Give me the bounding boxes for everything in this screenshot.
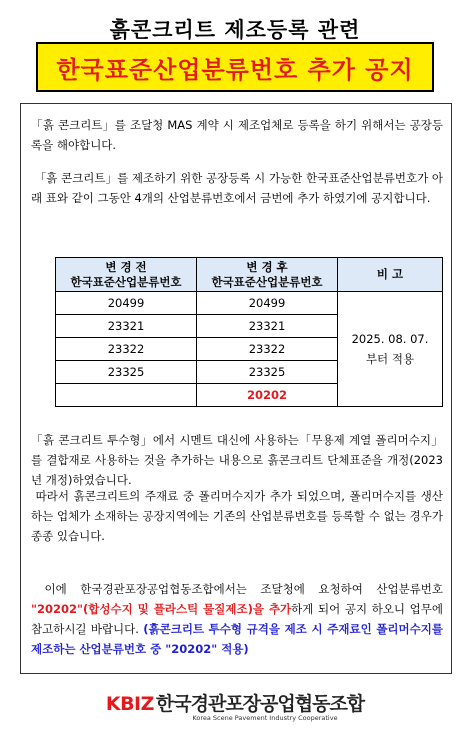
paragraph-code-addition-text: 「흙 콘크리트」를 제조하기 위한 공장등록 시 가능한 한국표준산업분류번호가 아래 표와 같이 그동안 4개의 산업분류번호에서 금번에 추가 하였기에 공지합니다. xyxy=(31,171,444,205)
cell-before: 23321 xyxy=(56,315,197,338)
header-before-sub: 한국표준산업분류번호 xyxy=(70,274,182,289)
notice-body xyxy=(20,103,452,674)
header-before xyxy=(56,258,197,292)
association-name-english: Korea Scene Pavement Industry Cooperative xyxy=(192,714,338,722)
footer xyxy=(0,689,470,722)
footer-logo-line xyxy=(106,689,364,716)
announcement-text-b: 하게 되어 공지 하오니 업무에 참고하시길 바랍니다. xyxy=(31,602,443,636)
cell-after: 23322 xyxy=(197,338,338,361)
announcement-text-a: 이에 한국경관포장공업협동조합에서는 조달청에 요청하여 산업분류번호 xyxy=(44,582,444,596)
paragraph-announcement xyxy=(31,579,443,659)
cell-note xyxy=(338,292,443,407)
industry-code-table xyxy=(55,257,443,407)
paragraph-registration: 「흙 콘크리트」를 조달청 MAS 계약 시 제조업체로 등록을 하기 위해서는 공장등록을 해야합니다. xyxy=(31,118,443,152)
page-top-title: 흙콘크리트 제조등록 관련 xyxy=(109,18,361,42)
table-row xyxy=(56,292,443,315)
header-after-sub: 한국표준산업분류번호 xyxy=(211,274,323,289)
cell-before: 23325 xyxy=(56,361,197,384)
note-apply: 부터 적용 xyxy=(365,352,415,366)
header-before-label: 변 경 전 xyxy=(105,259,147,274)
paragraph-polymer-issue-text: 따라서 흙콘크리트의 주재료 중 폴리머수지가 추가 되었으며, 폴리머수지를 생산하는 업체가 소재하는 공장지역에는 기존의 산업분류번호를 등록할 수 없는 경우가 종종 있습니다. xyxy=(31,489,443,543)
notice-title: 한국표준산업분류번호 추가 공지 xyxy=(56,55,414,84)
cell-after-new: 20202 xyxy=(197,384,338,407)
header-after xyxy=(197,258,338,292)
association-name: 한국경관포장공업협동조합 xyxy=(155,693,365,715)
paragraph-polymer-issue xyxy=(31,486,443,546)
cell-before: 23322 xyxy=(56,338,197,361)
notice-title-banner xyxy=(36,42,434,92)
kbiz-logo: KBIZ xyxy=(105,693,154,715)
announcement-highlight-blue: (흙콘크리트 투수형 규격을 제조 시 주재료인 폴리머수지를 제조하는 산업분류번호 중 "20202" 적용) xyxy=(31,622,443,656)
header-after-label: 변 경 후 xyxy=(246,259,288,274)
table-header-row xyxy=(56,258,443,292)
cell-before xyxy=(56,384,197,407)
note-date: 2025. 08. 07. xyxy=(351,332,429,346)
paragraph-code-addition xyxy=(31,168,443,208)
paragraph-standard-revision: 「흙 콘크리트 투수형」에서 시멘트 대신에 사용하는「무용제 계열 폴리머수지」를 결합재로 사용하는 것을 추가하는 내용으로 흙콘크리트 단체표준을 개정(2023년 개정)하였습니다. xyxy=(31,433,443,487)
cell-after: 23321 xyxy=(197,315,338,338)
cell-after: 23325 xyxy=(197,361,338,384)
cell-before: 20499 xyxy=(56,292,197,315)
header-note: 비 고 xyxy=(338,258,443,292)
announcement-highlight-red: "20202"(합성수지 및 플라스틱 물질제조)을 추가 xyxy=(31,602,292,616)
cell-after: 20499 xyxy=(197,292,338,315)
